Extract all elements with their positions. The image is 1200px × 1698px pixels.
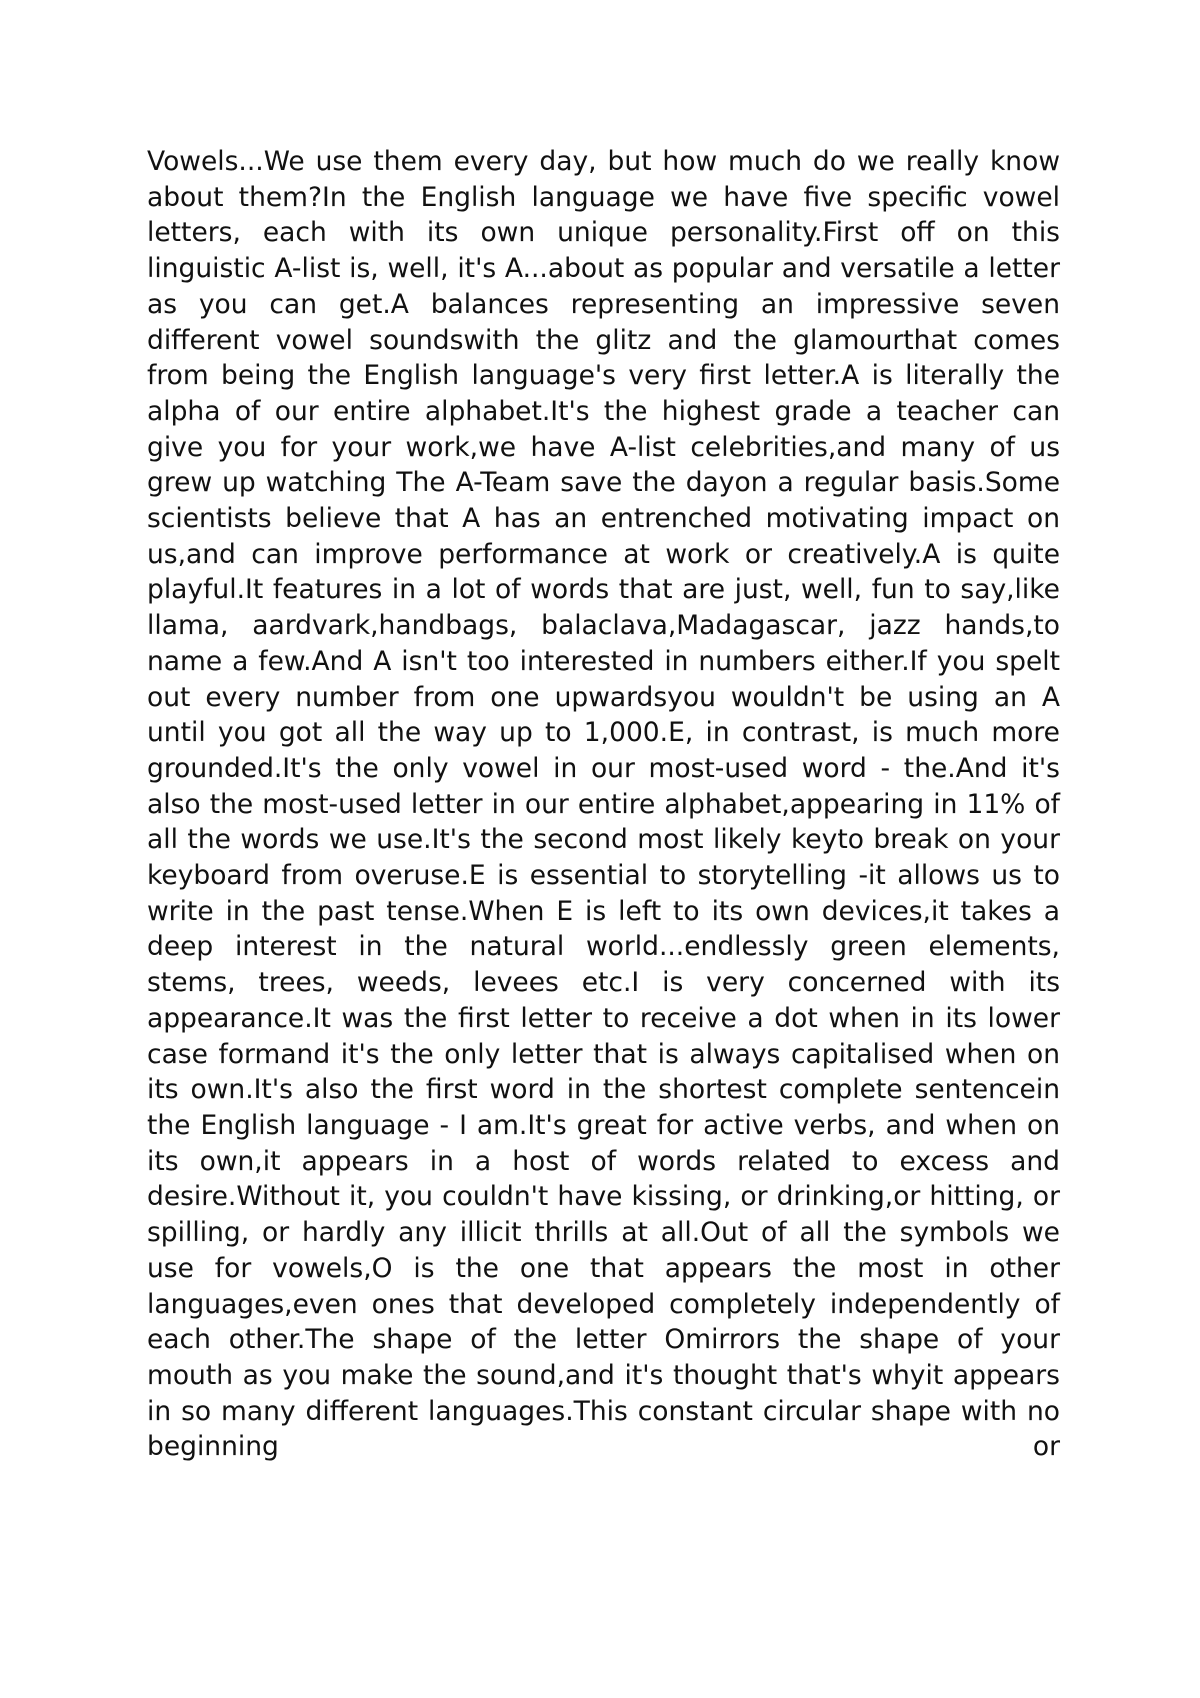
body-paragraph: Vowels...We use them every day, but how much do we really know about them?In the English language we have five specific vowel letters, each with its own unique personality.First off on this linguistic A-list is, well, it's A...about as popular and versatile a letter as you can get.A balances representing an impressive seven different vowel soundswith the glitz and the glamourthat comes from being the English language's very first letter.A is literally the alpha of our entire alphabet.It's the highest grade a teacher can give you for your work,we have A-list celebrities,and many of us grew up watching The A-Team save the dayon a regular basis.Some scientists believe that A has an entrenched motivating impact on us,and can improve performance at work or creatively.A is quite playful.It features in a lot of words that are just, well, fun to say,like llama, aardvark,handbags, balaclava,Madagascar, jazz hands,to name a few.And A isn't too interested in numbers either.If you spelt out every number from one upwardsyou wouldn't be using an A until you got all the way up to 1,000.E, in contrast, is much more grounded.It's the only vowel in our most-used word - the.And it's also the most-used letter in our entire alphabet,appearing in 11% of all the words we use.It's the second most likely keyto break on your keyboard from overuse.E is essential to storytelling -it allows us to write in the past tense.When E is left to its own devices,it takes a deep interest in the natural world...endlessly green elements, stems, trees, weeds, levees etc.I is very concerned with its appearance.It was the first letter to receive a dot when in its lower case formand it's the only letter that is always capitalised when on its own.It's also the first word in the shortest complete sentencein the English language - I am.It's great for active verbs, and when on its own,it appears in a host of words related to excess and desire.Without it, you couldn't have kissing, or drinking,or hitting, or spilling, or hardly any illicit thrills at all.Out of all the symbols we use for vowels,O is the one that appears the most in other languages,even ones that developed completely independently of each other.The shape of the letter Omirrors the shape of your mouth as you make the sound,and it's thought that's whyit appears in so many different languages.This constant circular shape with no beginning or bbox=[147, 146, 1060, 1463]
